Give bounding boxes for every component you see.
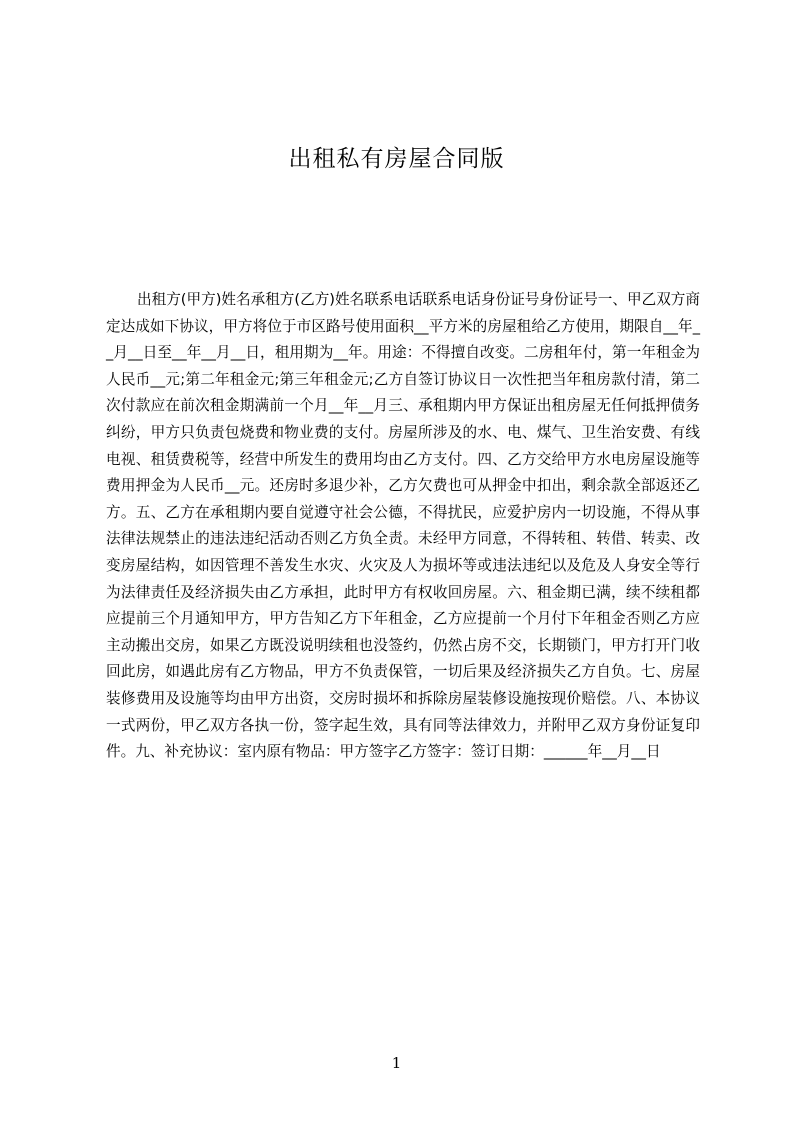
- page-number: 1: [391, 1054, 402, 1072]
- contract-body-paragraph: 出租方(甲方)姓名承租方(乙方)姓名联系电话联系电话身份证号身份证号一、甲乙双方商定达成如下协议，甲方将位于市区路号使用面积__平方米的房屋租给乙方使用，期限自__年__月__日至__年__月__日，租用期为__年。用途：不得擅自改变。二房租年付，第一年租金为人民币__元;第二年租金元;第三年租金元;乙方自签订协议日一次性把当年租房款付清，第二次付款应在前次租金期满前一个月__年__月三、承租期内甲方保证出租房屋无任何抵押债务纠纷，甲方只负责包烧费和物业费的支付。房屋所涉及的水、电、煤气、卫生治安费、有线电视、租赁费税等，经营中所发生的费用均由乙方支付。四、乙方交给甲方水电房屋设施等费用押金为人民币__元。还房时多退少补，乙方欠费也可从押金中扣出，剩余款全部返还乙方。五、乙方在承租期内要自觉遵守社会公德，不得扰民，应爱护房内一切设施，不得从事法律法规禁止的违法违纪活动否则乙方负全责。未经甲方同意，不得转租、转借、转卖、改变房屋结构，如因管理不善发生水灾、火灾及人为损坏等或违法违纪以及危及人身安全等行为法律责任及经济损失由乙方承担，此时甲方有权收回房屋。六、租金期已满，续不续租都应提前三个月通知甲方，甲方告知乙方下年租金，乙方应提前一个月付下年租金否则乙方应主动搬出交房，如果乙方既没说明续租也没签约，仍然占房不交，长期锁门，甲方打开门收回此房，如遇此房有乙方物品，甲方不负责保管，一切后果及经济损失乙方自负。七、房屋装修费用及设施等均由甲方出资，交房时损坏和拆除房屋装修设施按现价赔偿。八、本协议一式两份，甲乙双方各执一份，签字起生效，具有同等法律效力，并附甲乙双方身份证复印件。九、补充协议：室内原有物品：甲方签字乙方签字：签订日期：______年__月__日: [106, 291, 700, 761]
- document-title: 出租私有房屋合同版: [288, 146, 505, 172]
